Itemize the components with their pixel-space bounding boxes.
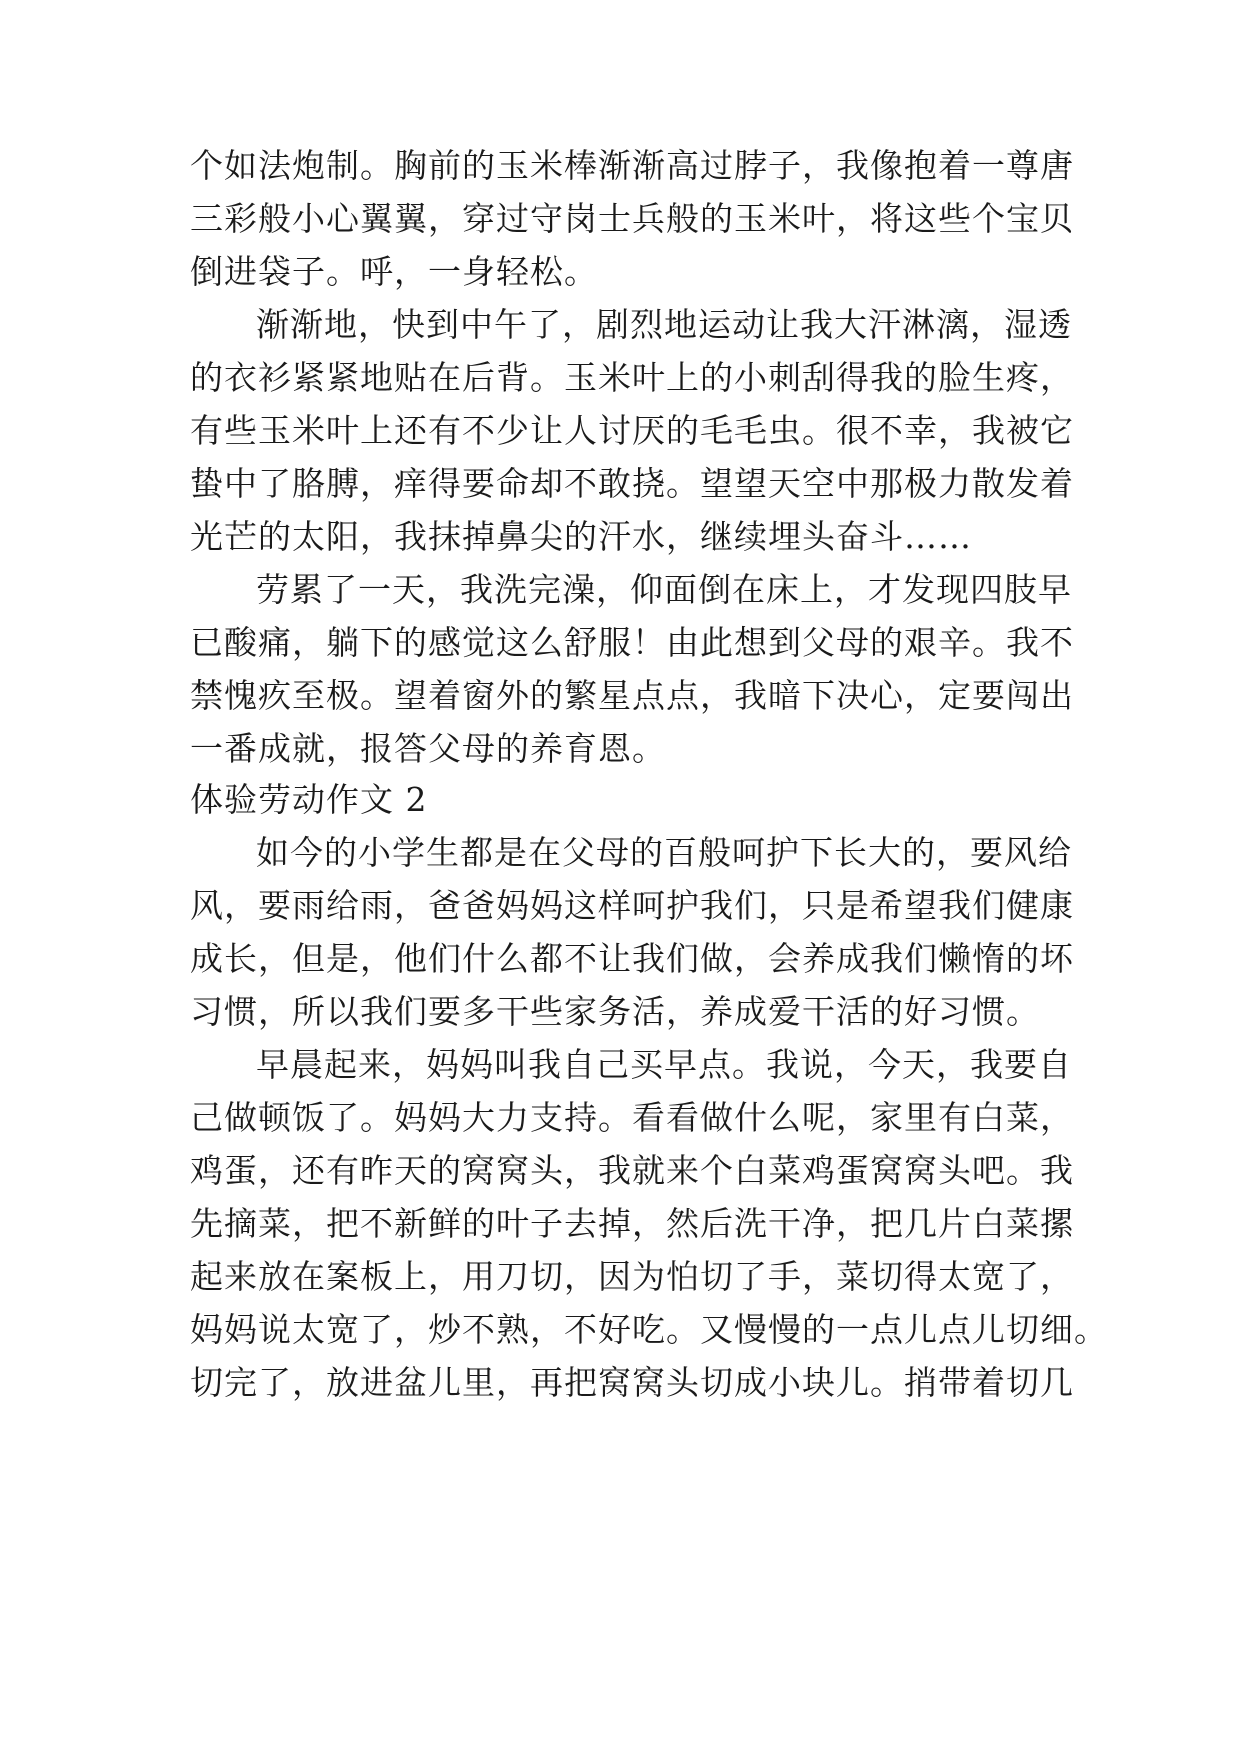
paragraph-first-line: 劳累了一天，我洗完澡，仰面倒在床上，才发现四肢早 bbox=[256, 570, 1072, 609]
text-line: 己做顿饭了。妈妈大力支持。看看做什么呢，家里有白菜， bbox=[190, 1098, 1074, 1137]
text-line: 蛰中了胳膊，痒得要命却不敢挠。望望天空中那极力散发着 bbox=[190, 464, 1074, 503]
text-line: 已酸痛，躺下的感觉这么舒服！由此想到父母的艰辛。我不 bbox=[190, 623, 1074, 662]
text-line: 鸡蛋，还有昨天的窝窝头，我就来个白菜鸡蛋窝窝头吧。我 bbox=[190, 1151, 1074, 1190]
paragraph-first-line: 渐渐地，快到中午了，剧烈地运动让我大汗淋漓，湿透 bbox=[256, 305, 1072, 344]
paragraph-first-line: 早晨起来，妈妈叫我自己买早点。我说，今天，我要自 bbox=[256, 1045, 1072, 1084]
text-line: 起来放在案板上，用刀切，因为怕切了手，菜切得太宽了， bbox=[190, 1257, 1074, 1296]
text-line: 光芒的太阳，我抹掉鼻尖的汗水，继续埋头奋斗…… bbox=[190, 517, 972, 556]
text-line: 禁愧疚至极。望着窗外的繁星点点，我暗下决心，定要闯出 bbox=[190, 676, 1074, 715]
paragraph-first-line: 如今的小学生都是在父母的百般呵护下长大的，要风给 bbox=[256, 833, 1072, 872]
text-line: 的衣衫紧紧地贴在后背。玉米叶上的小刺刮得我的脸生疼， bbox=[190, 358, 1074, 397]
text-line: 个如法炮制。胸前的玉米棒渐渐高过脖子，我像抱着一尊唐 bbox=[190, 146, 1074, 185]
section-heading: 体验劳动作文 2 bbox=[190, 780, 428, 819]
text-line: 倒进袋子。呼，一身轻松。 bbox=[190, 252, 598, 291]
text-line: 三彩般小心翼翼，穿过守岗士兵般的玉米叶，将这些个宝贝 bbox=[190, 199, 1074, 238]
text-line: 习惯，所以我们要多干些家务活，养成爱干活的好习惯。 bbox=[190, 992, 1040, 1031]
text-line: 成长，但是，他们什么都不让我们做，会养成我们懒惰的坏 bbox=[190, 939, 1074, 978]
text-line: 一番成就，报答父母的养育恩。 bbox=[190, 729, 666, 768]
text-line: 风，要雨给雨，爸爸妈妈这样呵护我们，只是希望我们健康 bbox=[190, 886, 1074, 925]
text-line: 先摘菜，把不新鲜的叶子去掉，然后洗干净，把几片白菜摞 bbox=[190, 1204, 1074, 1243]
text-line: 有些玉米叶上还有不少让人讨厌的毛毛虫。很不幸，我被它 bbox=[190, 411, 1074, 450]
text-line: 妈妈说太宽了，炒不熟，不好吃。又慢慢的一点儿点儿切细。 bbox=[190, 1310, 1108, 1349]
text-line: 切完了，放进盆儿里，再把窝窝头切成小块儿。捎带着切几 bbox=[190, 1363, 1074, 1402]
